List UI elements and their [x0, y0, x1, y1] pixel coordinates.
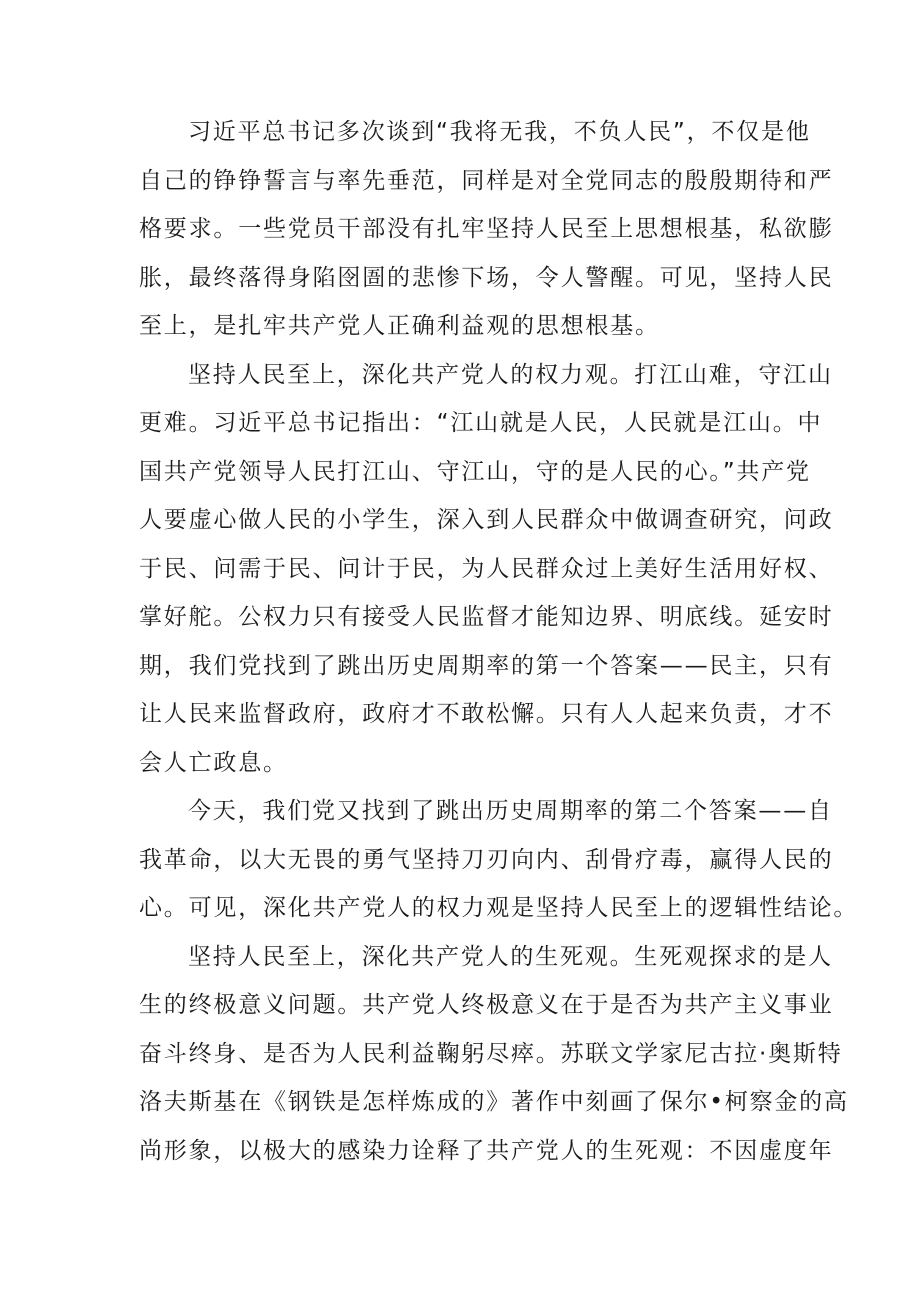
- text-line: 今天，我们党又找到了跳出历史周期率的第二个答案——自: [188, 798, 833, 824]
- text-line: 坚持人民至上，深化共产党人的生死观。生死观探求的是人: [188, 943, 833, 970]
- text-line: 会人亡政息。: [139, 749, 288, 776]
- text-line: 坚持人民至上，深化共产党人的权力观。打江山难，守江山: [188, 361, 833, 388]
- text-line: 尚形象，以极大的感染力诠释了共产党人的生死观：不因虚度年: [139, 1137, 834, 1164]
- text-line: 掌好舵。公权力只有接受人民监督才能知边界、明底线。延安时: [139, 604, 834, 630]
- text-line: 习近平总书记多次谈到“我将无我，不负人民”，不仅是他: [188, 119, 811, 145]
- text-line: 至上，是扎牢共产党人正确利益观的思想根基。: [139, 313, 660, 339]
- text-line: 格要求。一些党员干部没有扎牢坚持人民至上思想根基，私欲膨: [139, 216, 834, 242]
- paragraph-1: [139, 108, 834, 351]
- text-line: 自己的铮铮誓言与率先垂范，同样是对全党同志的殷殷期待和严: [139, 167, 834, 194]
- text-line: 我革命，以大无畏的勇气坚持刀刃向内、刮骨疗毒，赢得人民的: [139, 846, 834, 873]
- paragraph-4: [139, 933, 849, 1176]
- text-line: 生的终极意义问题。共产党人终极意义在于是否为共产主义事业: [139, 992, 834, 1018]
- text-line: 洛夫斯基在《钢铁是怎样炼成的》著作中刻画了保尔•柯察金的高: [139, 1089, 849, 1115]
- paragraph-3: [139, 787, 859, 933]
- text-line: 胀，最终落得身陷囹圄的悲惨下场，令人警醒。可见，坚持人民: [139, 264, 834, 291]
- text-line: 于民、问需于民、问计于民，为人民群众过上美好生活用好权、: [139, 555, 834, 582]
- text-line: 国共产党领导人民打江山、守江山，守的是人民的心。”共产党: [139, 458, 811, 485]
- text-line: 心。可见，深化共产党人的权力观是坚持人民至上的逻辑性结论。: [139, 895, 859, 921]
- text-line: 人要虚心做人民的小学生，深入到人民群众中做调查研究，问政: [139, 507, 834, 533]
- text-line: 让人民来监督政府，政府才不敢松懈。只有人人起来负责，才不: [139, 701, 834, 727]
- paragraph-2: [139, 351, 834, 788]
- text-line: 奋斗终身、是否为人民利益鞠躬尽瘁。苏联文学家尼古拉·奥斯特: [139, 1040, 843, 1067]
- text-line: 期，我们党找到了跳出历史周期率的第一个答案——民主，只有: [139, 652, 834, 679]
- text-line: 更难。习近平总书记指出：“江山就是人民，人民就是江山。中: [139, 410, 823, 436]
